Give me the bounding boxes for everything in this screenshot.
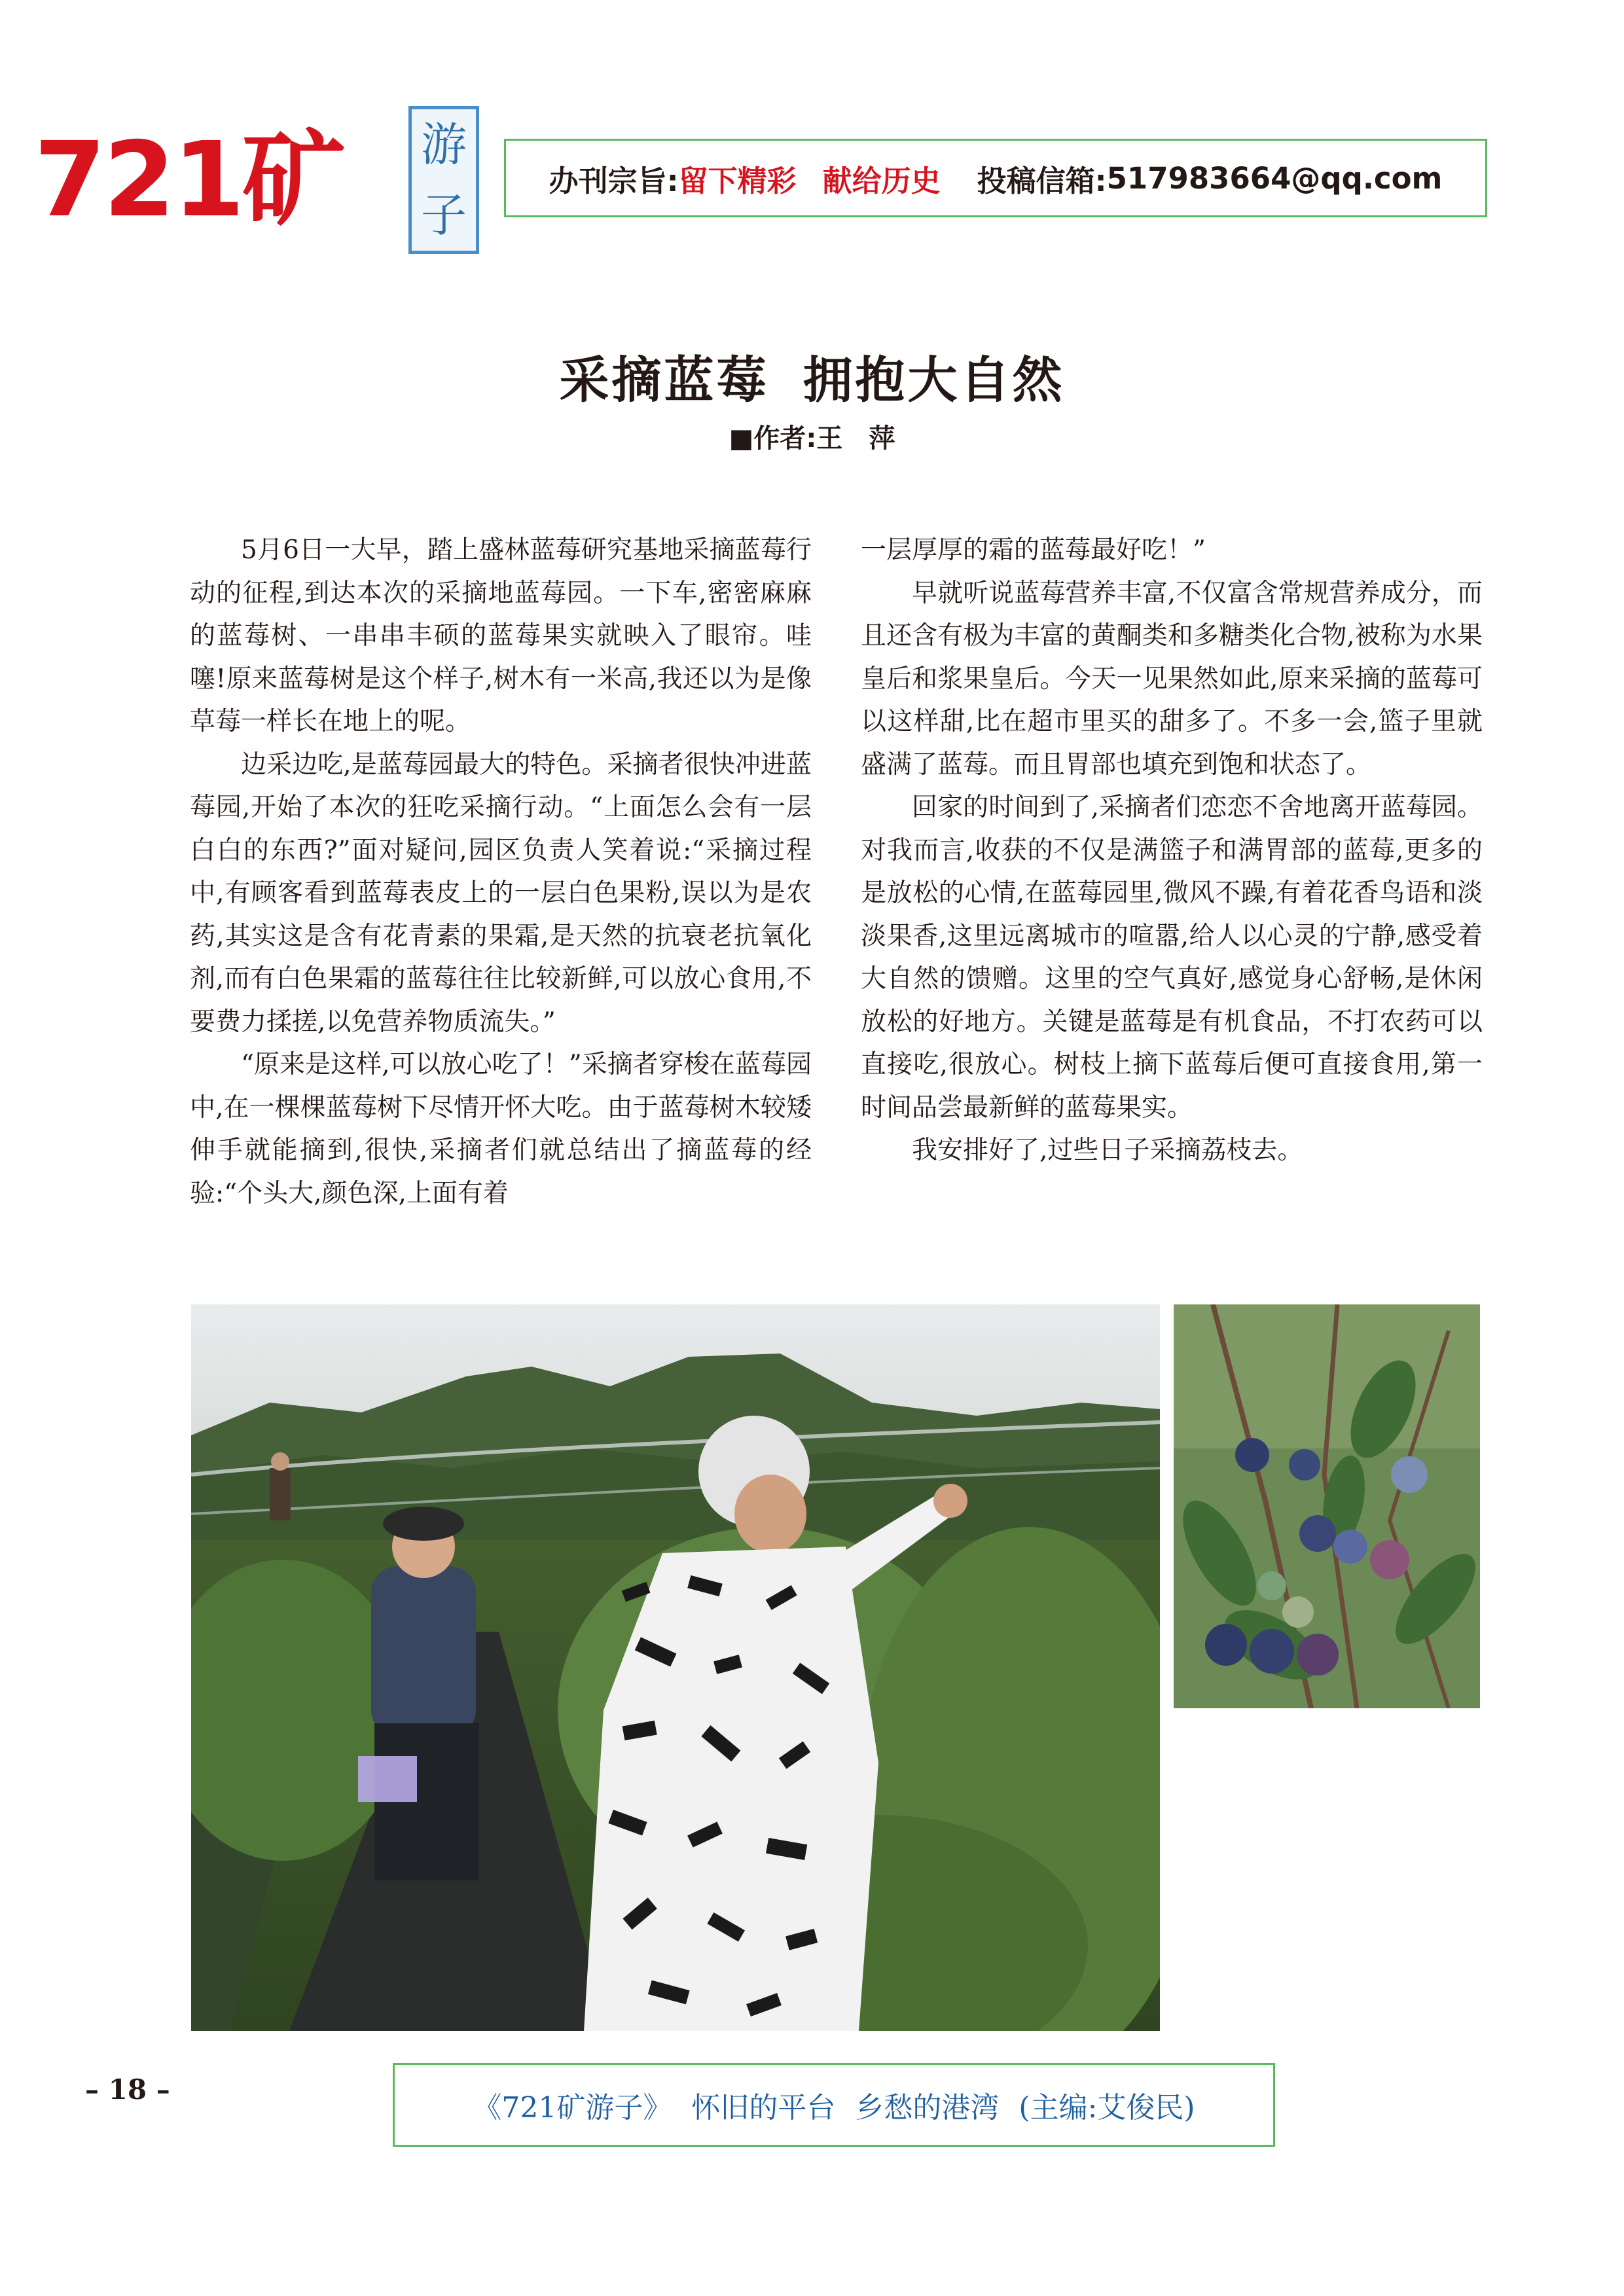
paragraph: “原来是这样,可以放心吃了！”采摘者穿梭在蓝莓园中,在一棵棵蓝莓树下尽情开怀大吃。由于蓝莓树木较矮伸手就能摘到,很快,采摘者们就总结出了摘蓝莓的经验:“个头大,颜色深,上面有着 <box>190 1050 812 1208</box>
footer-slogan-part-2: 怀旧的平台 <box>691 2091 836 2125</box>
footer-slogan-part-3: 乡愁的港湾 <box>855 2091 1000 2125</box>
page-number: – 18 – <box>85 2073 170 2106</box>
article-column-right <box>861 529 1483 1172</box>
motto-label: 办刊宗旨: <box>549 163 679 198</box>
logo-vertical-char-2: 子 <box>421 188 467 242</box>
logo-vertical-box <box>408 106 479 254</box>
paragraph: 一层厚厚的霜的蓝莓最好吃！” <box>861 535 1206 565</box>
article-title-part-1: 采摘蓝莓 <box>559 351 769 409</box>
email-label: 投稿信箱: <box>977 163 1107 198</box>
article-author: ■作者:王 萍 <box>729 423 895 454</box>
article-column-left <box>190 529 812 1215</box>
article-title <box>0 340 1624 412</box>
email-address: 517983664@qq.com <box>1106 160 1443 196</box>
paragraph: 我安排好了,过些日子采摘荔枝去。 <box>912 1136 1303 1165</box>
paragraph: 早就听说蓝莓营养丰富,不仅富含常规营养成分，而且还含有极为丰富的黄酮类和多糖类化合物,被称为水果皇后和浆果皇后。今天一见果然如此,原来采摘的蓝莓可以这样甜,比在超市里买的甜多了。不多一会,篮子里就盛满了蓝莓。而且胃部也填充到饱和状态了。 <box>861 578 1483 780</box>
motto-banner <box>504 139 1487 217</box>
paragraph: 5月6日一大早，踏上盛林蓝莓研究基地采摘蓝莓行动的征程,到达本次的采摘地蓝莓园。一下车,密密麻麻的蓝莓树、一串串丰硕的蓝莓果实就映入了眼帘。哇噻!原来蓝莓树是这个样子,树木有一米高,我还以为是像草莓一样长在地上的呢。 <box>190 535 812 736</box>
footer-editor: (主编:艾俊民) <box>1019 2091 1195 2125</box>
logo-vertical-char-1: 游 <box>421 118 467 171</box>
footer-slogan-banner <box>393 2063 1275 2147</box>
photo-blueberry-closeup <box>1174 1304 1480 1708</box>
photo-blueberry-picking <box>191 1304 1160 2031</box>
logo-text: 721矿 <box>34 120 343 240</box>
motto-phrase-2: 献给历史 <box>822 163 941 198</box>
paragraph: 回家的时间到了,采摘者们恋恋不舍地离开蓝莓园。对我而言,收获的不仅是满篮子和满胃部的蓝莓,更多的是放松的心情,在蓝莓园里,微风不躁,有着花香鸟语和淡淡果香,这里远离城市的喧嚣,给人以心灵的宁静,感受着大自然的馈赠。这里的空气真好,感觉身心舒畅,是休闲放松的好地方。关键是蓝莓是有机食品，不打农药可以直接吃,很放心。树枝上摘下蓝莓后便可直接食用,第一时间品尝最新鲜的蓝莓果实。 <box>861 793 1483 1122</box>
footer-slogan-part-1: 《721矿游子》 <box>473 2091 672 2125</box>
article-title-part-2: 拥抱大自然 <box>803 351 1065 409</box>
motto-phrase-1: 留下精彩 <box>678 163 797 198</box>
paragraph: 边采边吃,是蓝莓园最大的特色。采摘者很快冲进蓝莓园,开始了本次的狂吃采摘行动。“上面怎么会有一层白白的东西?”面对疑问,园区负责人笑着说:“采摘过程中,有顾客看到蓝莓表皮上的一层白色果粉,误以为是农药,其实这是含有花青素的果霜,是天然的抗衰老抗氧化剂,而有白色果霜的蓝莓往往比较新鲜,可以放心食用,不要费力揉搓,以免营养物质流失。” <box>190 749 812 1037</box>
